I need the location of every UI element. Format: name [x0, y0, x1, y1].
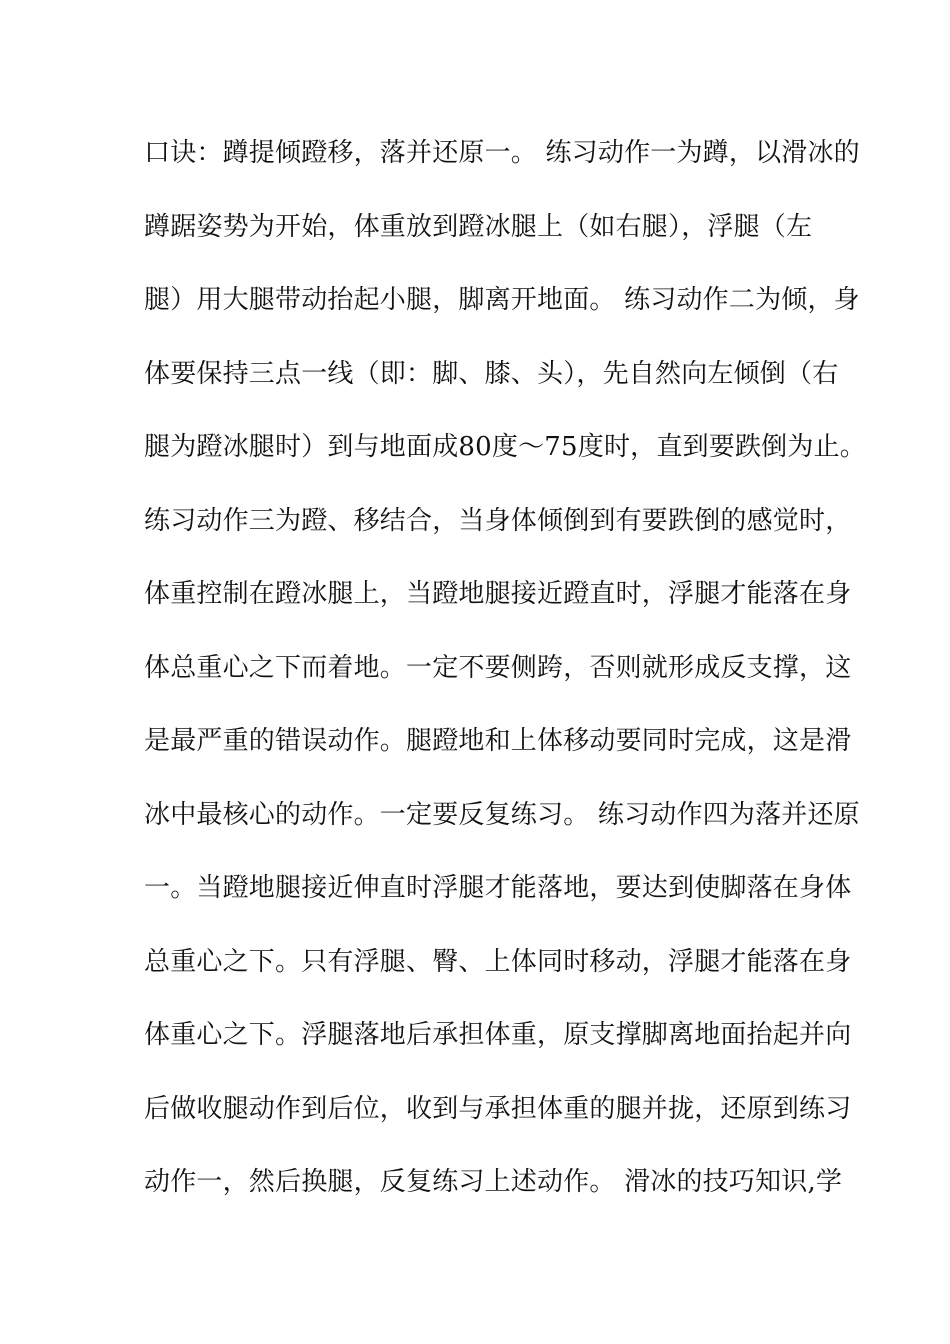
text-line: 口诀：蹲提倾蹬移，落并还原一。 练习动作一为蹲，以滑冰的: [144, 138, 860, 168]
text-line: 冰中最核心的动作。一定要反复练习。 练习动作四为落并还原: [144, 799, 860, 830]
text-line: 腿为蹬冰腿时）到与地面成80度～75度时，直到要跌倒为止。: [144, 432, 866, 462]
text-line: 是最严重的错误动作。腿蹬地和上体移动要同时完成，这是滑: [144, 726, 852, 756]
text-line: 体重心之下。浮腿落地后承担体重，原支撑脚离地面抬起并向: [144, 1020, 852, 1050]
text-line: 总重心之下。只有浮腿、臀、上体同时移动，浮腿才能落在身: [144, 946, 852, 977]
text-line: 体要保持三点一线（即：脚、膝、头），先自然向左倾倒（右: [144, 358, 839, 389]
text-line: 体总重心之下而着地。一定不要侧跨，否则就形成反支撑，这: [144, 652, 852, 683]
text-line: 动作一，然后换腿，反复练习上述动作。 滑冰的技巧知识,学: [144, 1167, 843, 1197]
text-line: 练习动作三为蹬、移结合，当身体倾倒到有要跌倒的感觉时，: [144, 505, 852, 536]
text-line: 一。当蹬地腿接近伸直时浮腿才能落地，要达到使脚落在身体: [144, 873, 852, 903]
body-paragraph: [144, 133, 866, 1236]
text-line: 后做收腿动作到后位，收到与承担体重的腿并拢，还原到练习: [144, 1093, 852, 1124]
text-line: 腿）用大腿带动抬起小腿，脚离开地面。 练习动作二为倾，身: [144, 285, 860, 315]
text-line: 蹲踞姿势为开始，体重放到蹬冰腿上（如右腿），浮腿（左: [144, 211, 813, 242]
text-line: 体重控制在蹬冰腿上，当蹬地腿接近蹬直时，浮腿才能落在身: [144, 579, 852, 609]
